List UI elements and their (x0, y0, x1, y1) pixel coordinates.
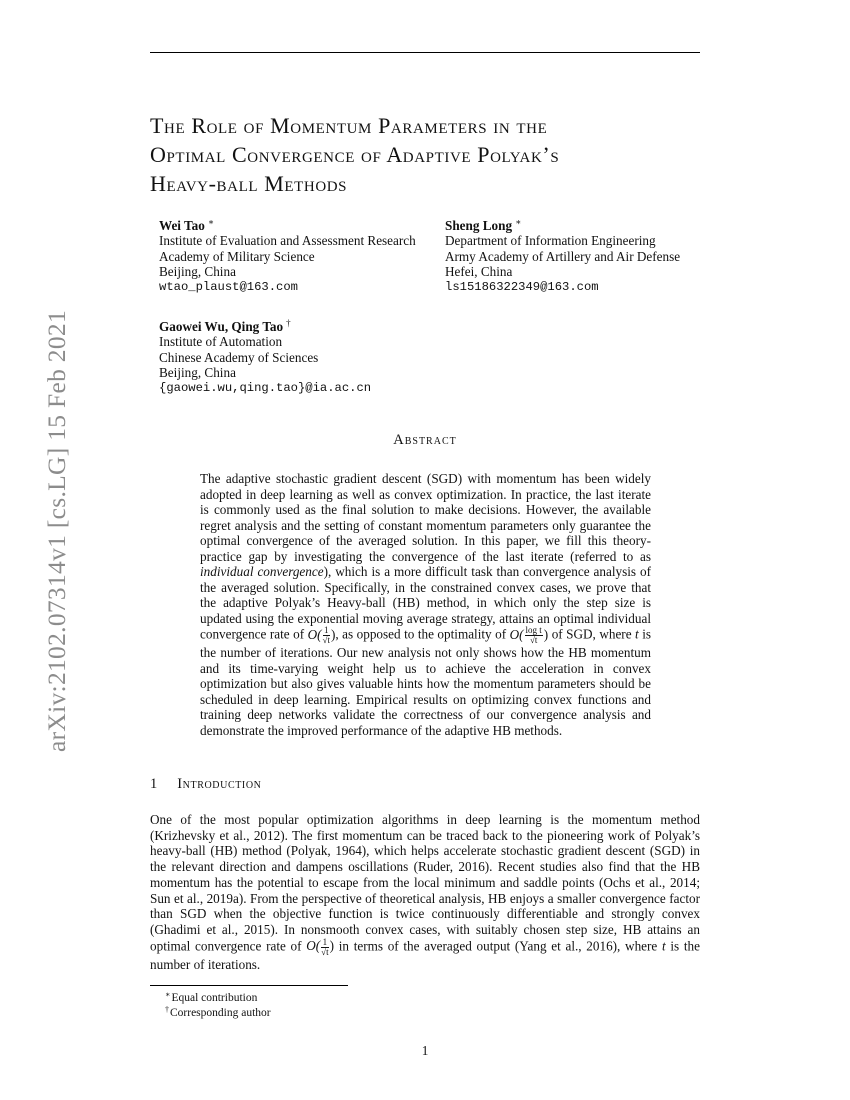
author-block-1 (159, 215, 416, 295)
affiliation-line: Institute of Evaluation and Assessment Research (159, 233, 416, 249)
author-mark: ∗ (515, 217, 522, 227)
affiliation-line: Chinese Academy of Sciences (159, 349, 319, 365)
math-fraction (525, 626, 543, 645)
body-text: is the number of iterations. (150, 938, 700, 972)
math-rate (306, 936, 335, 957)
author-name: Gaowei Wu, Qing Tao (159, 319, 284, 334)
abstract-text: , as opposed to the optimality of (335, 626, 510, 642)
body-text: One of the most popular optimization algorithms in deep learning is the momentum method (Krizhevsky et al., 2012). The first momentum can be traced back to the pioneering work of Polyak’s heavy-ball (HB) method (Polyak, 1964), which helps accelerate stochastic gradient descent (SGD) in the relevant direction and dampens oscillations (Ruder, 2016). Recent studies also find that the HB momentum has the potential to escape from the local minimum and saddle points (Ochs et al., 2014; Sun et al., 2019a). From the perspective of theoretical analysis, HB enjoys a smaller convergence factor than SGD when the objective function is twice continuously differentiable and strongly convex (Ghadimi et al., 2015). In nonsmooth convex cases, with suitably chosen step size, HB attains an optimal convergence rate of (150, 812, 700, 954)
body-text: in terms of the averaged output (Yang et al., 2016), where (334, 938, 662, 954)
math-paren: ) (543, 626, 549, 642)
affiliation-line: Hefei, China (445, 264, 513, 280)
author-mark: ∗ (207, 217, 214, 227)
affiliation-line: Institute of Automation (159, 334, 283, 350)
abstract-text: is the number of iterations. Our new analysis not only shows how the HB momentum and its time-varying weight help us to achieve the acceleration in convex optimization but also gives valuable hints how the momentum parameters should be scheduled in deep learning. Empirical results on optimizing convex functions and training deep networks validate the correctness of our convergence analysis and demonstrate the improved performance of the adaptive HB methods. (200, 626, 652, 738)
fraction-denominator: √t (321, 946, 329, 957)
math-rate (307, 625, 336, 645)
title-line: Optimal Convergence of Adaptive Polyak’s (150, 142, 560, 167)
footnote-mark: ∗ (165, 990, 171, 999)
title-line: The Role of Momentum Parameters in the (150, 113, 548, 138)
fraction-numerator: 1 (322, 936, 328, 947)
fraction-numerator: log t (525, 625, 542, 635)
math-fraction (323, 626, 330, 645)
section-title: Introduction (177, 776, 262, 792)
affiliation-line: Beijing, China (159, 264, 236, 280)
math-fraction (321, 938, 328, 957)
math-big-o: O( (509, 626, 524, 642)
affiliation-line: Army Academy of Artillery and Air Defense (445, 248, 681, 264)
footnote-text: Corresponding author (170, 1007, 271, 1019)
abstract-heading: Abstract (393, 432, 457, 448)
affiliation-line: Beijing, China (159, 365, 236, 381)
fraction-denominator: √t (529, 635, 538, 645)
author-email: wtao_plaust@163.com (159, 279, 298, 294)
author-name: Wei Tao (159, 218, 205, 233)
footnote-mark: † (165, 1005, 169, 1014)
math-big-o: O( (306, 938, 321, 954)
affiliation-line: Department of Information Engineering (445, 233, 656, 249)
math-paren: ) (329, 938, 335, 954)
footnote-rule (150, 985, 348, 986)
top-rule (150, 52, 700, 53)
abstract-body (200, 471, 651, 738)
math-variable: t (635, 626, 639, 642)
section-number: 1 (150, 776, 158, 792)
fraction-denominator: √t (322, 635, 330, 645)
author-mark: † (286, 318, 291, 328)
arxiv-identifier: arXiv:2102.07314v1 [cs.LG] 15 Feb 2021 (42, 309, 71, 752)
abstract-text: The adaptive stochastic gradient descent (SGD) with momentum has been widely adopted in deep learning as well as convex optimization. In practice, the last iterate is commonly used as the final solution to make decisions. However, the available regret analysis and the setting of constant momentum parameters only guarantee the optimal convergence of the averaged solution. In this paper, we fill this theory-practice gap by investigating the convergence of the last iterate (referred to as (200, 471, 651, 564)
section-heading (150, 776, 262, 793)
author-email: {gaowei.wu,qing.tao}@ia.ac.cn (159, 380, 372, 395)
math-paren: ) (330, 626, 336, 642)
math-rate (509, 625, 549, 645)
math-variable: t (661, 938, 666, 954)
affiliation-line: Academy of Military Science (159, 248, 315, 264)
fraction-numerator: 1 (324, 625, 329, 635)
abstract-text: of SGD, where (548, 626, 636, 642)
title-line: Heavy-ball Methods (150, 171, 348, 196)
introduction-paragraph (150, 812, 700, 972)
author-name: Sheng Long (445, 218, 513, 233)
footnote (165, 1003, 271, 1020)
footnote-text: Equal contribution (171, 992, 258, 1004)
paper-title (150, 111, 710, 198)
page-number: 1 (421, 1043, 429, 1058)
math-big-o: O( (307, 626, 322, 642)
author-email: ls15186322349@163.com (445, 279, 599, 294)
abstract-emphasis: individual convergence (200, 564, 324, 579)
author-block-3 (159, 316, 371, 396)
abstract-text: ), which is a more difficult task than convergence analysis of the averaged solution. Specifically, in the constrained convex cases, we prove that the adaptive Polyak’s Heavy-ball (HB) method, in which only the step size is updated using the exponential moving average strategy, attains an optimal individual convergence rate of (200, 564, 651, 642)
author-block-2 (445, 215, 680, 295)
